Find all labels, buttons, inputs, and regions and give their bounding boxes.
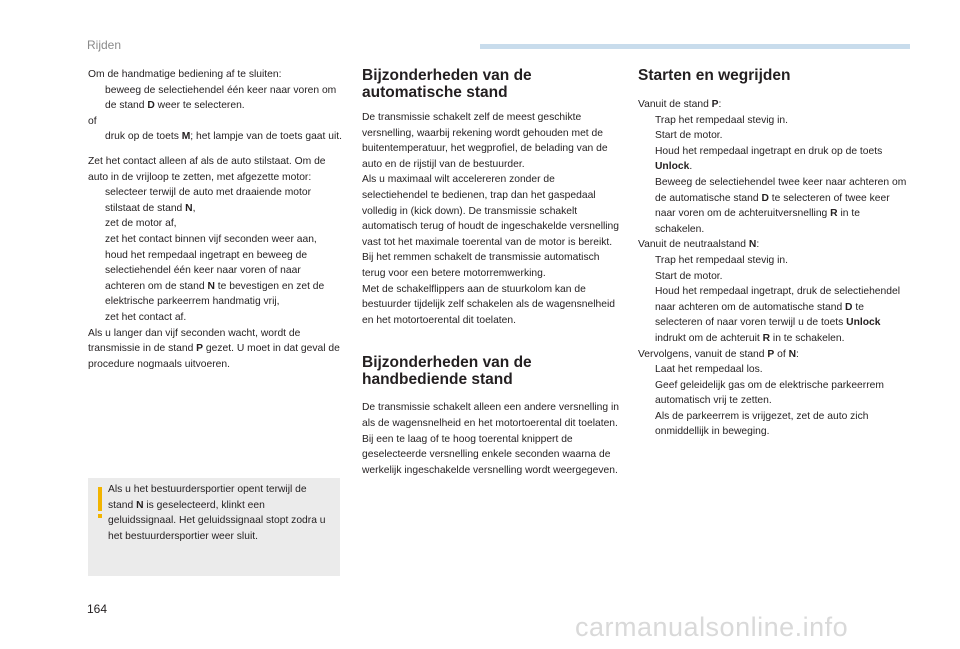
heading-start: Starten en wegrijden: [638, 67, 791, 84]
column-middle: [362, 67, 622, 478]
list-item: Start de motor.: [655, 130, 723, 142]
paragraph: Als u maximaal wilt accelereren zonder de selectiehendel te bedienen, trap dan het gaspedaal volledig in (kick down). De transmissie schakelt automatisch terug of houdt de ingeschakelde versnelling vast tot het maximale toerental van de motor is bereikt.: [362, 174, 620, 248]
info-note-box: [88, 478, 340, 576]
paragraph: Met de schakelflippers aan de stuurkolom kan de bestuurder tijdelijk zelf schakelen als de wagensnelheid en het motortoerental dit toelaten.: [362, 283, 615, 326]
heading-manual: Bijzonderheden van de handbediende stand: [362, 354, 532, 389]
list-item: Houd het rempedaal ingetrapt, druk de selectiehendel naar achteren om de automatische stand D te selecteren of naar voren terwijl u de toets Unlock indrukt om de achteruit R in te schakelen.: [655, 286, 900, 344]
paragraph: Als u langer dan vijf seconden wacht, wordt de transmissie in de stand P gezet. U moet in dat geval de procedure nogmaals uitvoeren.: [88, 327, 340, 370]
heading-automatic: Bijzonderheden van de automatische stand: [362, 67, 532, 101]
list-item: Beweeg de selectiehendel twee keer naar achteren om de automatische stand D te selecteren of twee keer naar voren om de achteruitversnelling R in te schakelen.: [655, 176, 907, 235]
header-bar: [480, 44, 910, 49]
paragraph: Bij een te laag of te hoog toerental knippert de geselecteerde versnelling enkele seconden waarna de werkelijk ingeschakelde versnelling wordt weergegeven.: [362, 433, 618, 476]
list-item: Houd het rempedaal ingetrapt en druk op de toets Unlock.: [655, 145, 883, 173]
info-icon-dot: [98, 514, 102, 518]
intro-text: Om de handmatige bediening af te sluiten:: [88, 69, 282, 80]
subheading: Vervolgens, vanuit de stand P of N:: [638, 348, 799, 360]
list-item: Als de parkeerrem is vrijgezet, zet de auto zich onmiddellijk in beweging.: [655, 410, 869, 438]
list-item: houd het rempedaal ingetrapt en beweeg de selectiehendel één keer naar voren of naar achteren om de stand N te bevestigen en zet de elektrische parkeerrem handmatig vrij,: [105, 249, 325, 308]
section-title: Rijden: [87, 38, 122, 52]
column-right: [638, 67, 908, 440]
paragraph: Bij het remmen schakelt de transmissie automatisch terug voor een betere motorremwerking.: [362, 252, 600, 279]
list-item: Start de motor.: [655, 270, 723, 282]
or-text: of: [88, 115, 97, 127]
paragraph: De transmissie schakelt zelf de meest geschikte versnelling, waarbij rekening wordt gehouden met de buitentemperatuur, het wegprofiel, de belading van de auto en de rijstijl van de bestuurder.: [362, 112, 608, 170]
list-item: zet het contact af.: [105, 311, 187, 323]
info-icon: [98, 487, 102, 511]
list-item: Trap het rempedaal stevig in.: [655, 254, 788, 266]
watermark: carmanualsonline.info: [575, 612, 849, 642]
column-left: [88, 67, 342, 372]
subheading: Vanuit de stand P:: [638, 99, 722, 110]
page-number: 164: [87, 602, 108, 616]
subheading: Vanuit de neutraalstand N:: [638, 239, 760, 251]
list-item: zet de motor af,: [105, 218, 177, 230]
paragraph: Zet het contact alleen af als de auto stilstaat. Om de auto in de vrijloop te zetten, met afgezette motor:: [88, 155, 326, 183]
list-item: Trap het rempedaal stevig in.: [655, 114, 788, 126]
list-item: Geef geleidelijk gas om de elektrische parkeerrem automatisch vrij te zetten.: [655, 379, 884, 407]
list-item: druk op de toets M; het lampje van de toets gaat uit.: [105, 131, 342, 143]
info-note-text: Als u het bestuurdersportier opent terwijl de stand N is geselecteerd, klinkt een geluidssignaal. Het geluidssignaal stopt zodra u het bestuurdersportier weer sluit.: [108, 484, 326, 542]
list-item: selecteer terwijl de auto met draaiende motor stilstaat de stand N,: [105, 187, 312, 214]
paragraph: De transmissie schakelt alleen een andere versnelling in als de wagensnelheid en het motortoerental dit toelaten.: [362, 402, 619, 429]
list-item: beweeg de selectiehendel één keer naar voren om de stand D weer te selecteren.: [105, 84, 337, 112]
list-item: Laat het rempedaal los.: [655, 364, 763, 376]
list-item: zet het contact binnen vijf seconden weer aan,: [105, 233, 317, 245]
